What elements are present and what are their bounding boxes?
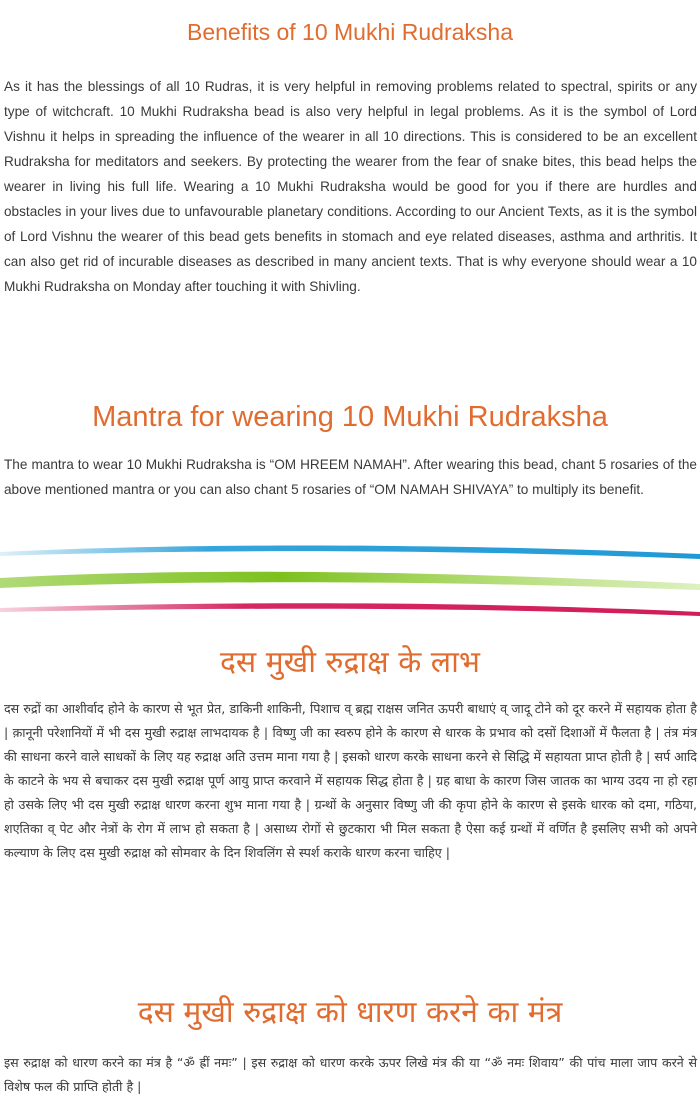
mantra-body-hindi-wrap <box>0 1051 700 1099</box>
benefits-heading-hindi: दस मुखी रुद्राक्ष के लाभ <box>220 645 480 680</box>
benefits-paragraph-hindi: दस रुद्रों का आशीर्वाद होने के कारण से भूत प्रेत, डाकिनी शाकिनी, पिशाच व् ब्रह्म राक्षस जनित ऊपरी बाधाएं व् जादू टोने को दूर करने में सहायक होता है | क़ानूनी परेशानियों में भी दस मुखी रुद्राक्ष लाभदायक है | विष्णु जी का स्वरुप होने के कारण से धारक के प्रभाव को दसों दिशाओं में फैलता है | तंत्र मंत्र की साधना करने वाले साधकों के लिए यह रुद्राक्ष अति उत्तम माना गया है | इसको धारण करके साधना करने से सिद्धि में सहायता प्राप्त होती है | सर्प आदि के काटने के भय से बचाकर दस मुखी रुद्राक्ष पूर्ण आयु प्राप्त करवाने में सहायक सिद्ध होता है | ग्रह बाधा के कारण जिस जातक का भाग्य उदय ना हो रहा हो उसके लिए भी दस मुखी रुद्राक्ष धारण करना शुभ माना गया है | ग्रन्थों के अनुसार विष्णु जी की कृपा होने के कारण से इसके धारक को दमा, गठिया, शएतिका व् पेट और नेत्रों के रोग में लाभ हो सकता है | असाध्य रोगों से छुटकारा भी मिल सकता है ऐसा कई ग्रन्थों में वर्णित है इसलिए सभी को अपने कल्याण के लिए दस मुखी रुद्राक्ष को सोमवार के दिन शिवलिंग से स्पर्श कराके धारण करना चाहिए | <box>4 701 697 860</box>
mantra-paragraph-hindi: इस रुद्राक्ष को धारण करने का मंत्र है “ॐ ह्रीं नमः” | इस रुद्राक्ष को धारण करके ऊपर लिखे मंत्र की या “ॐ नमः शिवाय” की पांच माला जाप करने से विशेष फल की प्राप्ति होती है | <box>4 1055 697 1094</box>
green-wave <box>0 572 700 590</box>
benefits-section-hindi <box>0 640 700 686</box>
mantra-heading-english: Mantra for wearing 10 Mukhi Rudraksha <box>92 401 608 433</box>
mantra-section-hindi <box>0 990 700 1036</box>
benefits-paragraph-english: As it has the blessings of all 10 Rudras, it is very helpful in removing problems related to spectral, spirits or any type of witchcraft. 10 Mukhi Rudraksha bead is also very helpful in legal problems. As it is the symbol of Lord Vishnu it helps in spreading the influence of the wearer in all 10 directions. This is considered to be an excellent Rudraksha for meditators and seekers. By protecting the wearer from the fear of snake bites, this bead helps the wearer in living his full life. Wearing a 10 Mukhi Rudraksha would be good for you if there are hurdles and obstacles in your lives due to unfavourable planetary conditions. According to our Ancient Texts, as it is the symbol of Lord Vishnu the wearer of this bead gets benefits in stomach and eye related diseases, asthma and arthritis. It can also get rid of incurable diseases as described in many ancient texts. That is why everyone should wear a 10 Mukhi Rudraksha on Monday after touching it with Shivling. <box>4 79 697 294</box>
benefits-heading-english: Benefits of 10 Mukhi Rudraksha <box>186 19 513 45</box>
mantra-paragraph-english: The mantra to wear 10 Mukhi Rudraksha is “OM HREEM NAMAH”. After wearing this bead, chant 5 rosaries of the above mentioned mantra or you can also chant 5 rosaries of “OM NAMAH SHIVAYA” to multiply its benefit. <box>4 457 697 497</box>
benefits-body-hindi-wrap <box>0 697 700 865</box>
mantra-section-english <box>0 396 700 438</box>
wave-divider-graphic <box>0 540 700 622</box>
benefits-body-english-wrap <box>0 74 700 299</box>
decorative-wave-divider <box>0 540 700 622</box>
mantra-body-english-wrap <box>0 452 700 502</box>
mantra-heading-hindi: दस मुखी रुद्राक्ष को धारण करने का मंत्र <box>137 995 563 1030</box>
benefits-section-english <box>0 14 700 50</box>
blue-wave <box>0 546 700 560</box>
pink-wave <box>0 603 700 616</box>
